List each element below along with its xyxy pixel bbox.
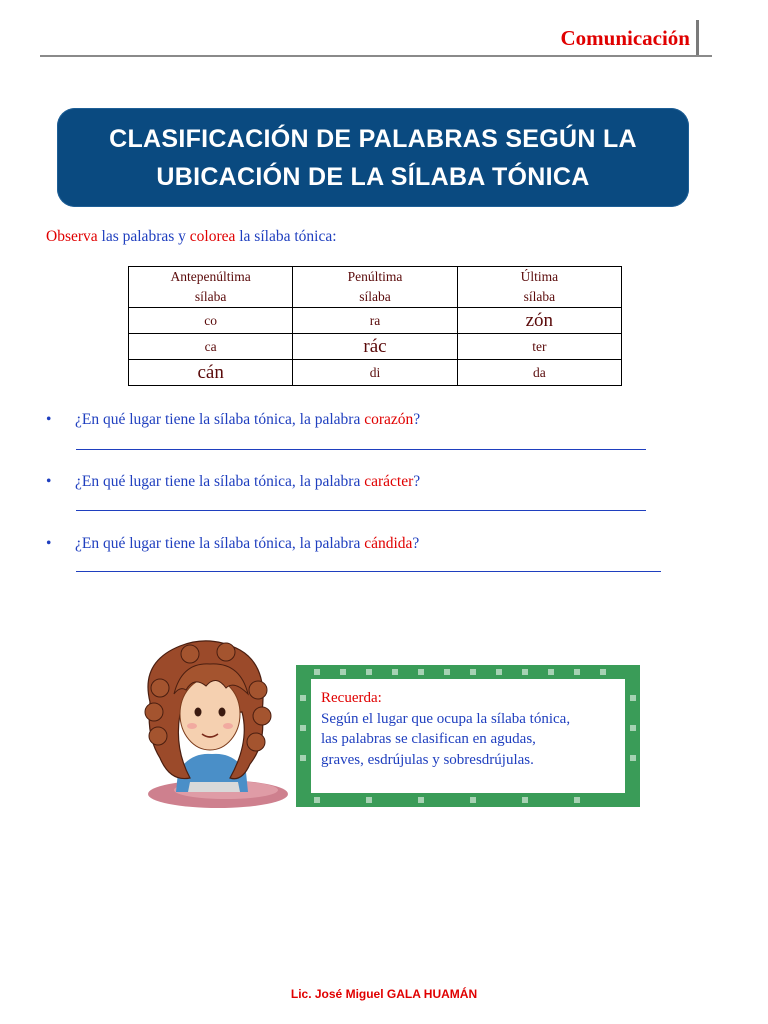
instruction-text-2: la sílaba tónica:: [235, 228, 337, 245]
question-prefix: ¿En qué lugar tiene la sílaba tónica, la palabra: [75, 411, 365, 428]
frame-pattern: [314, 669, 320, 675]
answer-line-3[interactable]: [76, 571, 661, 572]
frame-pattern: [444, 669, 450, 675]
frame-pattern: [300, 755, 306, 761]
table-cell[interactable]: da: [457, 360, 621, 386]
question-word: carácter: [364, 473, 414, 490]
recuerda-line-3: graves, esdrújulas y sobresdrújulas.: [321, 751, 534, 768]
question-prefix: ¿En qué lugar tiene la sílaba tónica, la palabra: [75, 535, 365, 552]
table-row: [129, 360, 622, 386]
frame-pattern: [366, 669, 372, 675]
table-cell[interactable]: [293, 334, 457, 360]
instruction-colorea: colorea: [189, 228, 236, 245]
table-cell[interactable]: di: [293, 360, 457, 386]
frame-pattern: [522, 797, 528, 803]
table-row: [129, 308, 622, 334]
question-word: corazón: [364, 411, 414, 428]
title-line-1: CLASIFICACIÓN DE PALABRAS SEGÚN LA: [109, 124, 637, 153]
header-penultima-line1: Penúltima: [347, 269, 403, 284]
title-line-2: UBICACIÓN DE LA SÍLABA TÓNICA: [156, 162, 590, 191]
instruction-text-1: las palabras y: [97, 228, 190, 245]
frame-pattern: [522, 669, 528, 675]
recuerda-line-1: Según el lugar que ocupa la sílaba tónica,: [321, 710, 571, 727]
table-header-row: [129, 267, 622, 308]
recuerda-box: [311, 679, 625, 793]
bullet-icon: •: [46, 473, 52, 490]
tonic-syllable: rác: [363, 335, 387, 357]
table-cell[interactable]: [129, 360, 293, 386]
frame-pattern: [548, 669, 554, 675]
header-antepenultima: [129, 267, 293, 308]
question-suffix: ?: [413, 473, 421, 490]
frame-pattern: [418, 669, 424, 675]
question-text: [75, 473, 420, 491]
recuerda-text: [321, 688, 570, 770]
question-text: [75, 535, 419, 553]
table-row: [129, 334, 622, 360]
header-vertical-bar: [696, 20, 699, 56]
girl-illustration-icon: [130, 632, 290, 812]
answer-line-1[interactable]: [76, 449, 646, 450]
frame-pattern: [600, 669, 606, 675]
question-suffix: ?: [412, 535, 420, 552]
tonic-syllable: zón: [525, 309, 554, 331]
header-ultima-line1: Última: [520, 269, 559, 284]
recuerda-line-2: las palabras se clasifican en agudas,: [321, 731, 536, 747]
question-suffix: ?: [413, 411, 421, 428]
frame-pattern: [470, 797, 476, 803]
frame-pattern: [300, 695, 306, 701]
header-divider: [40, 55, 712, 57]
frame-pattern: [392, 669, 398, 675]
recuerda-frame: [296, 665, 640, 807]
bullet-icon: •: [46, 535, 52, 552]
frame-pattern: [470, 669, 476, 675]
footer-author: Lic. José Miguel GALA HUAMÁN: [290, 987, 478, 1001]
question-word: cándida: [364, 535, 413, 552]
frame-pattern: [630, 725, 636, 731]
table-cell[interactable]: ra: [293, 308, 457, 334]
frame-pattern: [574, 797, 580, 803]
table-cell[interactable]: [457, 308, 621, 334]
header-ultima-line2: sílaba: [523, 289, 556, 304]
frame-pattern: [366, 797, 372, 803]
header-antepenultima-line2: sílaba: [194, 289, 227, 304]
question-text: [75, 411, 420, 429]
title-banner: [57, 108, 689, 207]
frame-pattern: [496, 669, 502, 675]
answer-line-2[interactable]: [76, 510, 646, 511]
frame-pattern: [340, 669, 346, 675]
header-antepenultima-line1: Antepenúltima: [170, 269, 251, 284]
header-ultima: [457, 267, 621, 308]
frame-pattern: [630, 755, 636, 761]
tonic-syllable: cán: [197, 361, 224, 383]
header-penultima-line2: sílaba: [359, 289, 391, 304]
table-cell[interactable]: co: [129, 308, 293, 334]
instruction: [46, 228, 337, 246]
recuerda-title: Recuerda:: [321, 690, 382, 706]
bullet-icon: •: [46, 411, 52, 428]
frame-pattern: [300, 725, 306, 731]
table-cell[interactable]: ca: [129, 334, 293, 360]
frame-pattern: [418, 797, 424, 803]
header-penultima: [293, 267, 457, 308]
subject-title: Comunicación: [560, 26, 690, 50]
syllable-table: [128, 266, 622, 386]
frame-pattern: [630, 695, 636, 701]
frame-pattern: [314, 797, 320, 803]
frame-pattern: [574, 669, 580, 675]
question-prefix: ¿En qué lugar tiene la sílaba tónica, la palabra: [75, 473, 365, 490]
instruction-observa: Observa: [46, 228, 98, 245]
table-cell[interactable]: ter: [457, 334, 621, 360]
